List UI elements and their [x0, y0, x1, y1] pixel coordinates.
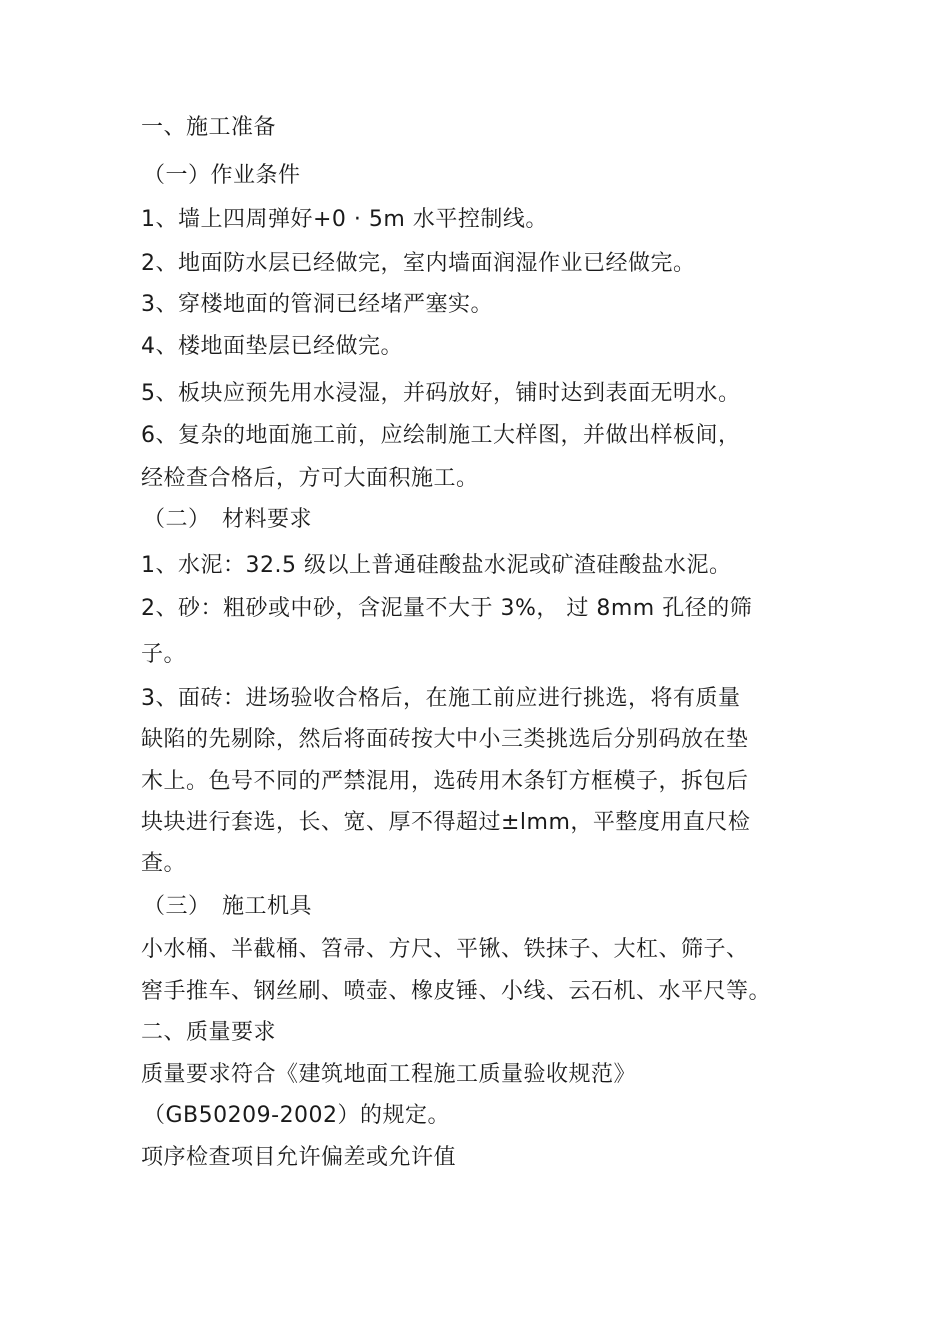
paragraph-line: 2、地面防水层已经做完，室内墙面润湿作业已经做完。 — [141, 251, 696, 276]
paragraph-line: 3、面砖：进场验收合格后，在施工前应进行挑选，将有质量 — [141, 686, 741, 711]
section-heading-quality: 二、质量要求 — [141, 1020, 277, 1045]
paragraph-line: 质量要求符合《建筑地面工程施工质量验收规范》 — [141, 1062, 637, 1087]
paragraph-line: 1、墙上四周弹好+0 · 5m 水平控制线。 — [141, 207, 548, 232]
paragraph-line: 木上。色号不同的严禁混用，选砖用木条钉方框模子，拆包后 — [141, 769, 749, 794]
paragraph-line: 1、水泥：32.5 级以上普通硅酸盐水泥或矿渣硅酸盐水泥。 — [141, 553, 732, 578]
paragraph-line: 项序检查项目允许偏差或允许值 — [141, 1145, 457, 1170]
paragraph-line: 2、砂：粗砂或中砂，含泥量不大于 3%， 过 8mm 孔径的筛 — [141, 596, 753, 621]
paragraph-line: 5、板块应预先用水浸湿，并码放好，铺时达到表面无明水。 — [141, 381, 741, 406]
paragraph-line: 窖手推车、钢丝刷、喷壶、橡皮锤、小线、云石机、水平尺等。 — [141, 979, 772, 1004]
paragraph-line: （GB50209-2002）的规定。 — [143, 1103, 451, 1128]
paragraph-line: 查。 — [141, 851, 187, 876]
subsection-heading-tools: （三） 施工机具 — [143, 894, 313, 919]
subsection-heading-work-conditions: （一）作业条件 — [143, 163, 301, 188]
paragraph-line: 6、复杂的地面施工前，应绘制施工大样图，并做出样板间， — [141, 423, 741, 448]
paragraph-line: 小水桶、半截桶、笤帚、方尺、平锹、铁抹子、大杠、筛子、 — [141, 937, 749, 962]
paragraph-line: 3、穿楼地面的管洞已经堵严塞实。 — [141, 292, 493, 317]
paragraph-line: 4、楼地面垫层已经做完。 — [141, 334, 403, 359]
paragraph-line: 块块进行套选，长、宽、厚不得超过±lmm，平整度用直尺检 — [141, 810, 751, 835]
paragraph-line: 缺陷的先剔除，然后将面砖按大中小三类挑选后分别码放在垫 — [141, 727, 749, 752]
paragraph-line: 子。 — [141, 642, 187, 667]
paragraph-line: 经检查合格后，方可大面积施工。 — [141, 466, 479, 491]
subsection-heading-materials: （二） 材料要求 — [143, 507, 313, 532]
section-heading-construction-prep: 一、施工准备 — [141, 115, 277, 140]
